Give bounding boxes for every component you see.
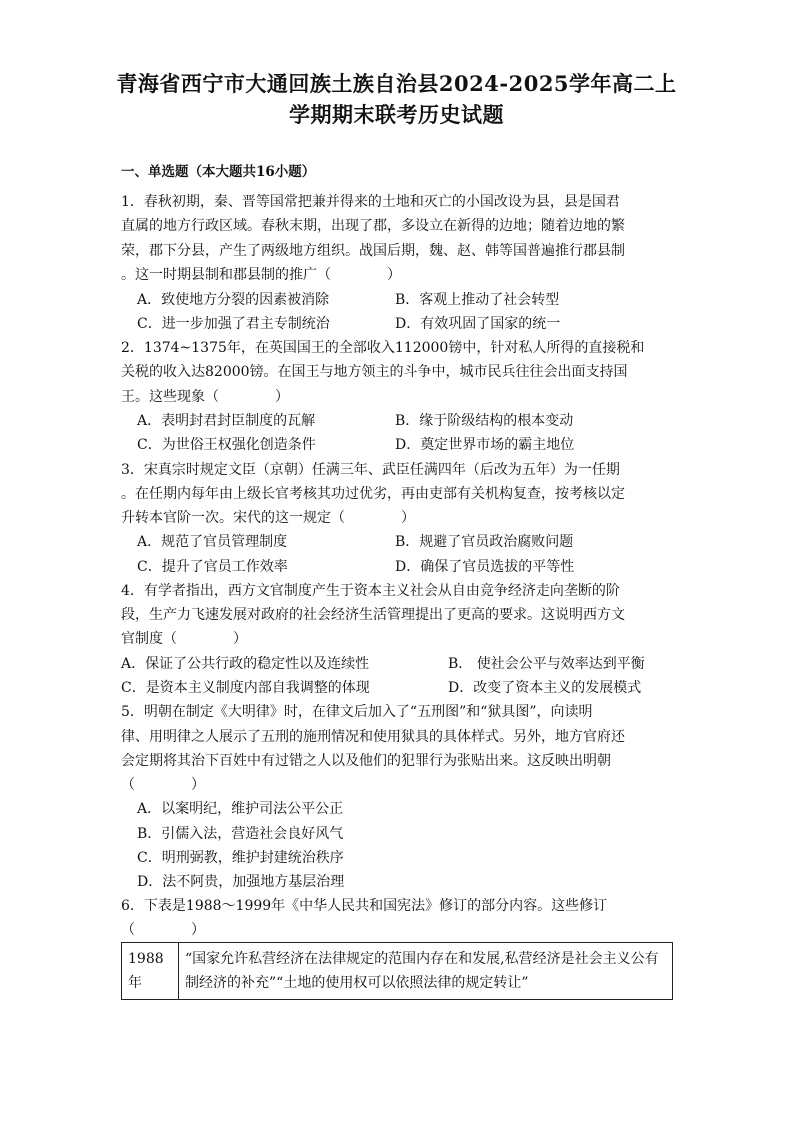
question-3-option-b[interactable]: B．规避了官员政治腐败问题 (395, 534, 574, 550)
question-1-line: 1．春秋初期，秦、晋等国常把兼并得来的土地和灭亡的小国改设为县，县是国君 (121, 194, 620, 210)
question-3-option-d[interactable]: D．确保了官员选拔的平等性 (395, 559, 575, 575)
question-1-option-d[interactable]: D．有效巩固了国家的统一 (395, 316, 561, 332)
table-row (122, 943, 673, 1000)
question-3-option-c[interactable]: C．提升了官员工作效率 (137, 559, 288, 575)
question-2-line: 王。这些现象（ ） (121, 389, 289, 405)
question-1-line: 。这一时期县制和郡县制的推广（ ） (121, 267, 401, 283)
question-5-option-c[interactable]: C．明刑弼教，维护封建统治秩序 (137, 850, 344, 866)
question-3-line: 升转本官阶一次。宋代的这一规定（ ） (121, 510, 415, 526)
question-2-option-b[interactable]: B．缘于阶级结构的根本变动 (395, 413, 574, 429)
question-5-option-b[interactable]: B．引儒入法，营造社会良好风气 (137, 826, 344, 842)
question-3-line: 。在任期内每年由上级长官考核其功过优劣，再由吏部有关机构复查，按考核以定 (121, 486, 625, 502)
question-2-option-d[interactable]: D．奠定世界市场的霸主地位 (395, 437, 575, 453)
question-4-option-c[interactable]: C．是资本主义制度内部自我调整的体现 (121, 680, 370, 696)
question-4-option-d[interactable]: D．改变了资本主义的发展模式 (448, 680, 642, 696)
question-5-line: 律、用明律之人展示了五刑的施刑情况和使用狱具的具体样式。另外，地方官府还 (121, 729, 625, 745)
question-5-option-a[interactable]: A．以案明纪，维护司法公平公正 (137, 801, 344, 817)
table-cell-content: “国家允许私营经济在法律规定的范围内存在和发展,私营经济是社会主义公有制经济的补充”“土地的使用权可以依照法律的规定转让” (179, 943, 673, 1000)
exam-title-line-1: 青海省西宁市大通回族土族自治县2024-2025学年高二上 (116, 71, 677, 96)
question-1-line: 直属的地方行政区域。春秋末期，出现了郡，多设立在新得的边地；随着边地的繁 (121, 218, 625, 234)
constitution-amendment-table (121, 942, 673, 1000)
question-6-line: （ ） (121, 922, 205, 938)
question-2-line: 2．1374~1375年，在英国国王的全部收入112000镑中，针对私人所得的直接税和 (121, 340, 645, 356)
question-4-line: 4．有学者指出，西方文官制度产生于资本主义社会从自由竞争经济走向垄断的阶 (121, 583, 620, 599)
question-2-line: 关税的收入达82000镑。在国王与地方领主的斗争中，城市民兵往往会出面支持国 (121, 364, 628, 380)
question-2-option-a[interactable]: A．表明封君封臣制度的瓦解 (137, 413, 316, 429)
question-1-option-a[interactable]: A．致使地方分裂的因素被消除 (137, 292, 330, 308)
question-4-option-b[interactable]: B． 使社会公平与效率达到平衡 (448, 656, 645, 672)
section-heading: 一、单选题（本大题共16小题） (121, 164, 316, 180)
question-1-option-b[interactable]: B．客观上推动了社会转型 (395, 292, 560, 308)
question-4-option-a[interactable]: A．保证了公共行政的稳定性以及连续性 (121, 656, 370, 672)
question-5-line: 会定期将其治下百姓中有过错之人以及他们的犯罪行为张贴出来。这反映出明朝 (121, 753, 611, 769)
question-5-line: （ ） (121, 777, 205, 793)
question-2-option-c[interactable]: C．为世俗王权强化创造条件 (137, 437, 316, 453)
question-4-line: 段，生产力飞速发展对政府的社会经济生活管理提出了更高的要求。这说明西方文 (121, 607, 625, 623)
exam-title-line-2: 学期期末联考历史试题 (289, 102, 504, 127)
table-cell-year: 1988年 (122, 943, 179, 1000)
question-6-line: 6．下表是1988～1999年《中华人民共和国宪法》修订的部分内容。这些修订 (121, 898, 608, 914)
question-3-option-a[interactable]: A．规范了官员管理制度 (137, 534, 288, 550)
question-5-option-d[interactable]: D．法不阿贵，加强地方基层治理 (137, 874, 345, 890)
question-1-line: 荣，郡下分县，产生了两级地方组织。战国后期，魏、赵、韩等国普遍推行郡县制 (121, 243, 625, 259)
question-3-line: 3．宋真宗时规定文臣（京朝）任满三年、武臣任满四年（后改为五年）为一任期 (121, 462, 620, 478)
question-1-option-c[interactable]: C．进一步加强了君主专制统治 (137, 316, 330, 332)
question-4-line: 官制度（ ） (121, 631, 247, 647)
question-5-line: 5．明朝在制定《大明律》时，在律文后加入了“五刑图”和“狱具图”，向读明 (121, 704, 593, 720)
